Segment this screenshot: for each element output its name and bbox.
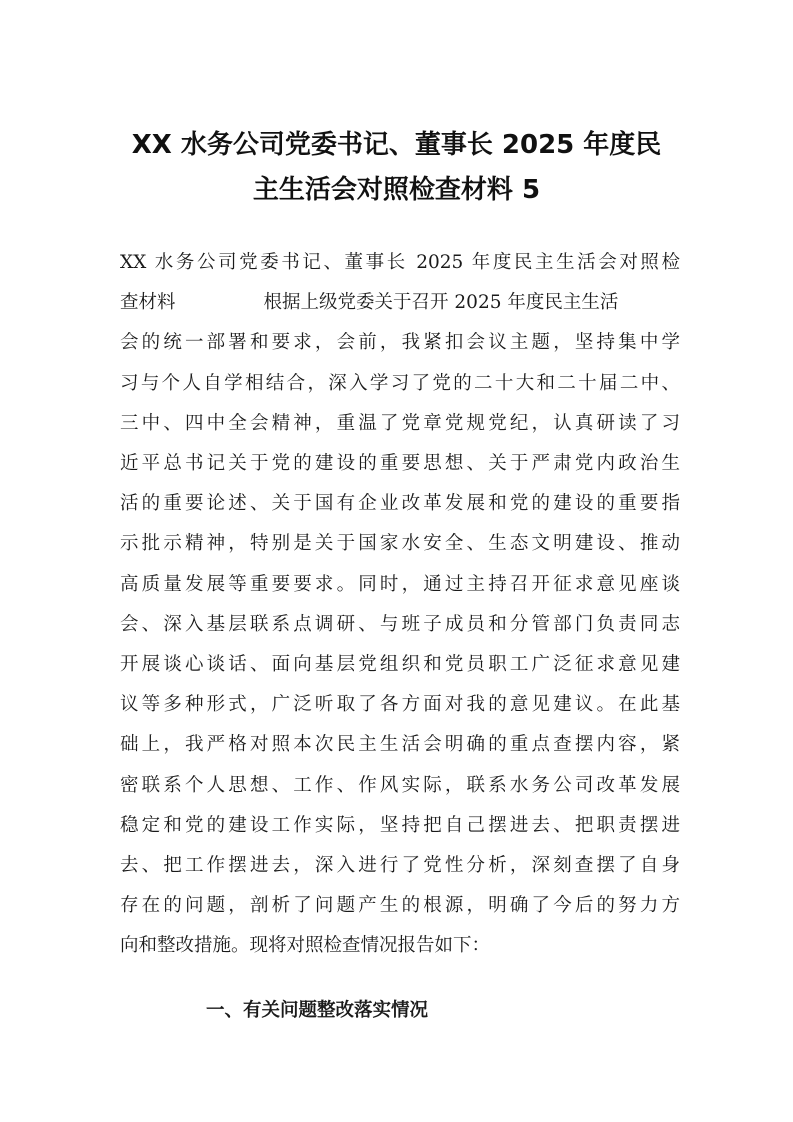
body-line: 密联系个人思想、工作、作风实际，联系水务公司改革发展 <box>120 775 680 796</box>
body-line: 高质量发展等重要要求。同时，通过主持召开征求意见座谈 <box>120 574 680 595</box>
body-line: 示批示精神，特别是关于国家水安全、生态文明建设、推动 <box>120 533 680 554</box>
document-title-line-2: 主生活会对照检查材料 5 <box>252 175 541 205</box>
document-title-line-1: XX 水务公司党委书记、董事长 2025 年度民 <box>131 130 662 160</box>
body-line <box>120 291 680 315</box>
body-line: 议等多种形式，广泛听取了各方面对我的意见建议。在此基 <box>120 694 680 715</box>
body-line: 去、把工作摆进去，深入进行了党性分析，深刻查摆了自身 <box>120 855 680 876</box>
body-line: 存在的问题，剖析了问题产生的根源，明确了今后的努力方 <box>120 895 680 916</box>
body-line: 会、深入基层联系点调研、与班子成员和分管部门负责同志 <box>120 614 680 635</box>
body-line: XX 水务公司党委书记、董事长 2025 年度民主生活会对照检 <box>120 252 680 273</box>
body-line: 会的统一部署和要求，会前，我紧扣会议主题，坚持集中学 <box>120 332 680 353</box>
body-line: 三中、四中全会精神，重温了党章党规党纪，认真研读了习 <box>120 413 680 434</box>
body-line: 础上，我严格对照本次民主生活会明确的重点查摆内容，紧 <box>120 734 680 755</box>
body-line: 习与个人自学相结合，深入学习了党的二十大和二十届二中、 <box>120 373 680 394</box>
body-line: 稳定和党的建设工作实际，坚持把自己摆进去、把职责摆进 <box>120 815 680 836</box>
body-line: 向和整改措施。现将对照检查情况报告如下： <box>120 935 491 956</box>
body-line: 近平总书记关于党的建设的重要思想、关于严肃党内政治生 <box>120 453 680 474</box>
body-line-segment: 查材料 <box>120 292 176 313</box>
body-line: 活的重要论述、关于国有企业改革发展和党的建设的重要指 <box>120 493 680 514</box>
body-line-segment: 根据上级党委关于召开 2025 年度民主生活 <box>263 292 619 313</box>
section-heading: 一、有关问题整改落实情况 <box>206 1000 429 1021</box>
body-line: 开展谈心谈话、面向基层党组织和党员职工广泛征求意见建 <box>120 654 680 675</box>
